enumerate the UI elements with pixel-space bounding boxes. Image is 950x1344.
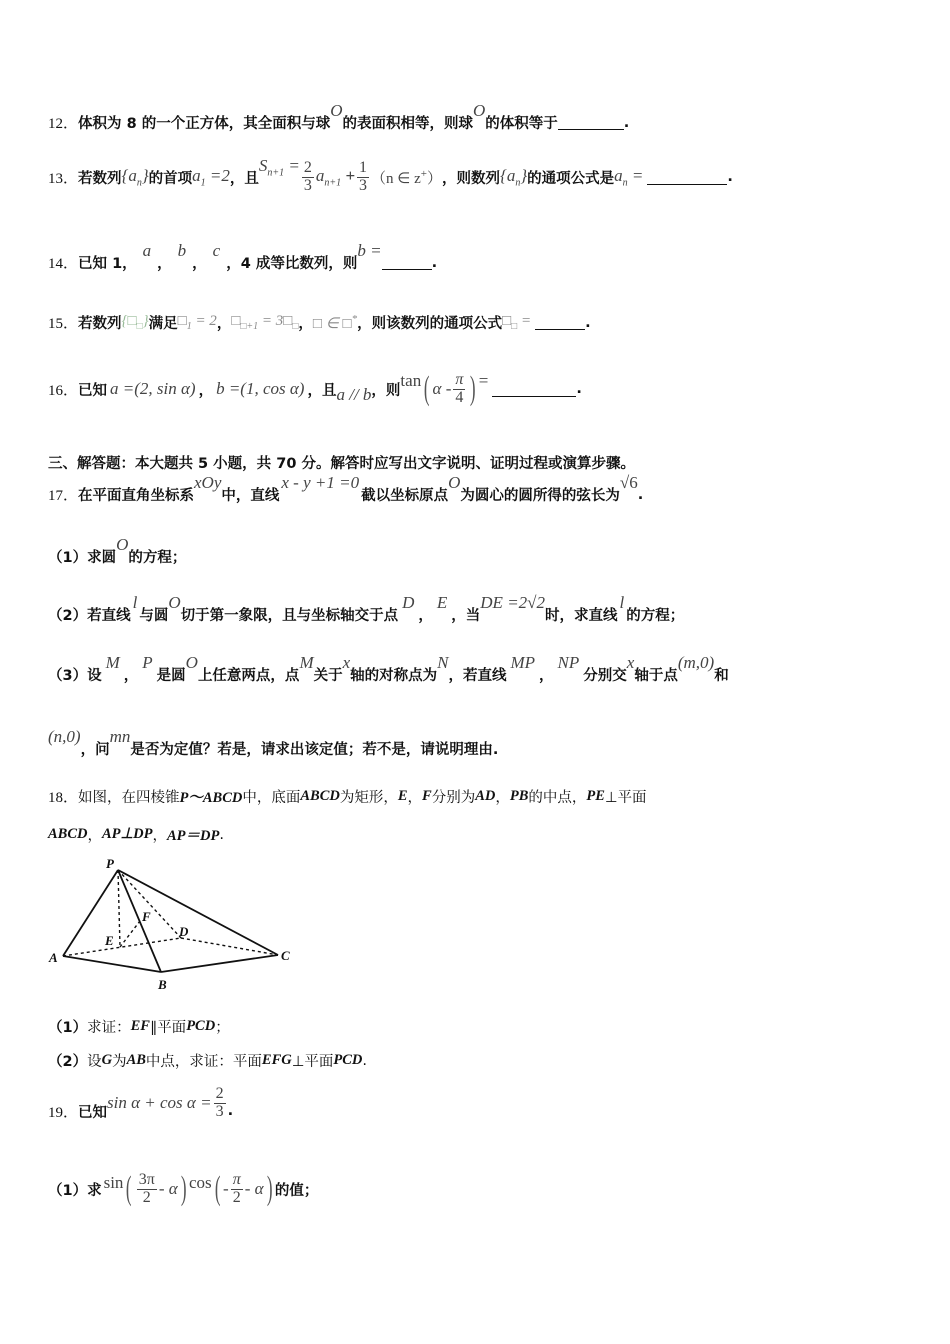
q15-end: . <box>585 314 591 331</box>
q12-text-2: 的表面积相等，则球 <box>342 116 473 132</box>
q18-p1-text-1: 求证： <box>87 1020 131 1036</box>
q14-c: c <box>212 240 221 260</box>
q17-text-3: 截以坐标原点 <box>361 488 449 504</box>
q18-part-2 <box>48 1050 367 1071</box>
q17-p2-d: D <box>402 592 415 612</box>
q17-p1-text-2: 的方程； <box>128 550 187 566</box>
q15-answer-blank[interactable] <box>535 315 585 330</box>
q17-p2-label: （2） <box>48 608 88 624</box>
q16-number: 16． <box>48 382 79 399</box>
q17-p3-sep: ， <box>123 668 139 684</box>
q13-an: $a_n$ = <box>614 166 644 189</box>
q15-comma-2: ， <box>298 316 313 332</box>
q19-paren-1-right: ) <box>180 1170 187 1207</box>
q19-sin: sin <box>103 1173 124 1192</box>
q17-text-2: 中，直线 <box>221 488 280 504</box>
q17-o: O <box>448 472 461 492</box>
q18-text-3: 为矩形， <box>339 790 398 806</box>
q18-p2-text-1: 设 <box>87 1054 102 1070</box>
q17-p2-text-3: 切于第一象限，且与坐标轴交于点 <box>180 608 399 624</box>
q17-p2-l-2: l <box>619 592 625 612</box>
q13-number: 13． <box>48 170 79 187</box>
q17-text-4: 为圆心的圆所得的弦长为 <box>460 488 620 504</box>
label-d: D <box>179 924 189 939</box>
q18-p2-text-2: 为 <box>112 1054 127 1070</box>
q18-abcd: ABCD <box>300 788 340 804</box>
q17-part-1 <box>48 534 187 567</box>
q17-p1-o: O <box>116 534 129 554</box>
q12-sphere-o-2: O <box>472 100 486 120</box>
q16-alpha-minus: α - <box>432 379 452 398</box>
q13-end: . <box>727 169 733 186</box>
q19-number: 19． <box>48 1104 79 1121</box>
question-12 <box>48 100 630 133</box>
q17-p3-m-2: M <box>299 652 314 672</box>
q18-pyramid: P～ABCD <box>179 790 243 806</box>
edge-ab <box>63 956 161 972</box>
q12-number: 12． <box>48 116 79 132</box>
q16-end: . <box>576 381 582 397</box>
question-18 <box>48 786 647 807</box>
q16-paren-left: ( <box>424 370 430 407</box>
edge-pd <box>118 870 181 938</box>
q13-frac-1-3: $\frac{1}{3}$ <box>359 159 368 194</box>
q17-p1-text-1: 求圆 <box>87 550 117 566</box>
q17-end: . <box>637 486 644 503</box>
q17-xoy: xOy <box>194 472 222 492</box>
q19-neg: - <box>223 1179 229 1198</box>
q15-text-1: 若数列 <box>78 316 122 332</box>
q19-frac-2-3: $\frac{2}{3}$ <box>215 1085 224 1120</box>
q17-p2-de: DE =2√2 <box>480 592 545 612</box>
q17-p2-l: l <box>132 592 138 612</box>
q18-text-5: 的中点， <box>528 790 587 806</box>
q13-a-term: $a_{n+1}$ + <box>315 166 356 189</box>
q19-paren-1-left: ( <box>126 1170 132 1207</box>
q17-p3-text-9: 和 <box>714 668 729 684</box>
q16-frac-pi-4: $\frac{\pi}{4}$ <box>455 370 464 406</box>
q17-p2-e: E <box>436 592 448 612</box>
label-a: A <box>49 950 58 965</box>
question-14 <box>48 240 438 273</box>
section-heading: 三、解答题：本大题共 5 小题，共 70 分。解答时应写出文字说明、证明过程或演算步骤。 <box>48 456 635 472</box>
q17-number: 17． <box>48 488 79 504</box>
q15-number: 15． <box>48 316 79 332</box>
q18-ap-eq-dp: AP＝DP <box>167 828 220 844</box>
q19-end: . <box>227 1103 234 1120</box>
q17-sqrt6: √6 <box>619 472 638 492</box>
q19-part-1 <box>48 1170 318 1208</box>
q16-text-1: 已知 <box>78 382 108 399</box>
question-15 <box>48 312 591 333</box>
q18-comma-2: ， <box>495 790 510 806</box>
q18-p1-ef: EF <box>130 1018 150 1034</box>
q14-sep-1: ， <box>157 256 172 272</box>
q18-text-1: 如图，在四棱锥 <box>78 790 180 806</box>
q19-minus-alpha: - α <box>158 1179 178 1198</box>
q19-frac-3pi-2: $\frac{3\pi}{2}$ <box>138 1170 155 1206</box>
q13-answer-blank[interactable] <box>647 170 727 185</box>
q19-paren-2-right: ) <box>266 1170 273 1207</box>
q16-text-3: ，则 <box>371 382 401 399</box>
q12-text-1: 体积为 8 的一个正方体，其全面积与球 <box>78 116 331 132</box>
q18-part-1 <box>48 1016 230 1037</box>
q18-comma: ， <box>407 790 423 806</box>
q17-p3-sep-2: ， <box>539 668 554 684</box>
q15-cond-2: $□_{□+1}$ = $3□_□$ <box>231 313 299 332</box>
q18-p2-label: （2） <box>48 1054 88 1070</box>
q18-ad: AD <box>475 788 496 804</box>
q17-p2-text-2: 与圆 <box>139 608 169 624</box>
q13-s-term: $S_{n+1}$ = <box>258 156 300 179</box>
q18-l2-comma-2: ， <box>152 828 167 844</box>
q13-condition: （n ∈ z+） <box>371 167 443 187</box>
q14-sep-2: ， <box>192 256 207 272</box>
q17-p2-sep: ， <box>418 608 433 624</box>
q17-p2-o: O <box>168 592 181 612</box>
q19-frac-pi-2: $\frac{\pi}{2}$ <box>232 1170 241 1206</box>
q17-p3-text-7: 分别交 <box>583 668 627 684</box>
q15-seq: $\{□_□\}$ <box>121 313 149 332</box>
q17-p3-x-2: x <box>626 652 635 672</box>
label-p: P <box>106 856 114 871</box>
q17-p3-text-8: 轴于点 <box>634 668 678 684</box>
q19-expr: sin α + cos α = <box>107 1093 212 1113</box>
q17-p3-x: x <box>342 652 351 672</box>
question-13 <box>48 156 733 195</box>
q18-p2-text-3: 中点，求证：平面 <box>145 1054 262 1070</box>
label-c: C <box>281 948 290 963</box>
q17-part-2 <box>48 592 685 625</box>
q18-pb: PB <box>509 788 529 804</box>
q17-p3-o: O <box>185 652 198 672</box>
q13-first-term: $a_1 =2$ <box>192 166 230 189</box>
q17-text-1: 在平面直角坐标系 <box>78 488 195 504</box>
q18-p2-efg: EFG <box>261 1052 292 1068</box>
edge-ad <box>63 938 181 956</box>
q16-answer-blank[interactable] <box>492 382 576 397</box>
q17-p3-text-2: 是圆 <box>156 668 186 684</box>
q18-l2-dot: . <box>219 826 224 843</box>
q17-p3-text-4: 关于 <box>313 668 343 684</box>
edge-pe <box>118 870 120 947</box>
q17-part-3-cont <box>48 726 499 759</box>
q12-text-3: 的体积等于 <box>485 116 558 132</box>
q19-p1-label: （1） <box>48 1182 88 1199</box>
q19-minus-alpha-2: - α <box>244 1179 264 1198</box>
q18-p1-text-3: ； <box>215 1020 230 1036</box>
q16-vector-b: b =(1, cos α) <box>216 379 305 398</box>
q17-p3-text-6: ，若直线 <box>448 668 507 684</box>
q14-number: 14． <box>48 256 79 272</box>
q16-comma: ， <box>198 382 214 399</box>
q17-p3-text-3: 上任意两点，点 <box>197 668 300 684</box>
q15-cond-3: □ ∈ □* <box>312 312 358 332</box>
q17-p2-text-5: 时，求直线 <box>545 608 618 624</box>
q17-p3-label: （3） <box>48 668 88 684</box>
q18-p2-text-4: ⊥平面 <box>291 1054 334 1070</box>
q14-text-2: ，4 成等比数列，则 <box>226 256 358 272</box>
q13-text-1: 若数列 <box>78 170 122 187</box>
q18-p2-pcd: PCD <box>333 1052 363 1068</box>
q18-ap-perp-dp: AP⊥DP <box>102 826 153 842</box>
q19-paren-2-left: ( <box>214 1170 221 1207</box>
q13-text-3: ，且 <box>229 170 259 187</box>
q15-cond-1: $□_1 = 2$ <box>177 313 217 332</box>
q18-pyramid-figure <box>44 852 304 996</box>
q17-p1-label: （1） <box>48 550 88 566</box>
label-f: F <box>142 909 151 924</box>
q12-end: . <box>623 114 630 131</box>
q16-tan: tan <box>400 371 422 390</box>
q15-an: $□_□$ = <box>502 313 532 332</box>
q17-p2-text-6: 的方程； <box>626 608 685 624</box>
q17-line-eq: x - y +1 =0 <box>281 472 360 492</box>
q19-p1-text-1: 求 <box>87 1182 102 1199</box>
q14-a: a <box>142 240 152 260</box>
q17-part-3 <box>48 652 729 685</box>
q13-text-5: 的通项公式是 <box>527 170 615 187</box>
q16-vector-a: a =(2, sin α) <box>110 379 196 398</box>
label-e: E <box>105 933 114 948</box>
q15-text-2: 满足 <box>148 316 178 332</box>
q12-sphere-o: O <box>330 100 343 120</box>
q15-text-3: ，则该数列的通项公式 <box>357 316 503 332</box>
q17-p3-mn: mn <box>109 726 131 746</box>
q17-p3-m0: (m,0) <box>677 652 715 672</box>
q18-text-2: 中，底面 <box>242 790 301 806</box>
q16-text-2: ，且 <box>307 382 337 399</box>
q14-end: . <box>431 254 438 271</box>
q18-p2-ab: AB <box>126 1052 146 1068</box>
q17-p2-text-1: 若直线 <box>87 608 131 624</box>
q18-text-4: 分别为 <box>431 790 476 806</box>
q18-f: F <box>422 788 432 804</box>
q18-text-6: ⊥平面 <box>604 790 647 806</box>
q13-text-4: ，则数列 <box>442 170 501 187</box>
edge-bc <box>161 955 278 972</box>
q18-l2-comma: ， <box>87 828 102 844</box>
q17-p3-m: M <box>105 652 120 672</box>
q17-p3-np: NP <box>557 652 580 672</box>
q16-eq: = <box>478 371 489 390</box>
q14-answer-blank[interactable] <box>382 255 432 270</box>
q16-paren-right: ) <box>470 370 476 407</box>
q17-p3-mp: MP <box>510 652 536 672</box>
q13-seq: $\{a_n\}$ <box>121 166 149 189</box>
edge-ef <box>120 921 140 947</box>
q17-p3-text-11: 是否为定值？若是，请求出该定值；若不是，请说明理由. <box>130 742 499 758</box>
question-19 <box>48 1086 233 1121</box>
q17-p3-text-1: 设 <box>87 668 102 684</box>
question-17 <box>48 472 644 505</box>
q17-p3-p: P <box>142 652 153 672</box>
q18-l2-abcd: ABCD <box>48 826 88 842</box>
q17-p3-n0: (n,0) <box>48 726 81 746</box>
q18-p1-pcd: PCD <box>186 1018 216 1034</box>
q19-text-1: 已知 <box>78 1104 108 1121</box>
q14-text-1: 已知 1， <box>78 256 137 272</box>
q14-b: b <box>177 240 187 260</box>
q17-p3-n: N <box>437 652 449 672</box>
q18-line-2 <box>48 824 224 845</box>
q17-p2-text-4: ，当 <box>451 608 481 624</box>
q17-p3-text-5: 轴的对称点为 <box>350 668 438 684</box>
label-b: B <box>158 977 167 992</box>
q18-number: 18． <box>48 790 79 806</box>
q18-pe: PE <box>586 788 605 804</box>
q12-answer-blank[interactable] <box>558 115 624 130</box>
q13-text-2: 的首项 <box>148 170 193 187</box>
q14-b-eq: b = <box>357 240 382 260</box>
q13-frac-2-3: $\frac{2}{3}$ <box>303 159 312 194</box>
q16-parallel: a // b <box>336 385 372 404</box>
q13-seq-2: $\{a_n\}$ <box>500 166 528 189</box>
q15-comma-1: ， <box>216 316 232 332</box>
q19-cos: cos <box>189 1173 212 1192</box>
question-16 <box>48 370 582 408</box>
q18-p2-end: . <box>362 1052 367 1069</box>
q18-p1-label: （1） <box>48 1020 88 1036</box>
q18-p2-g: G <box>101 1052 113 1068</box>
q17-p3-text-10: ，问 <box>80 742 110 758</box>
q18-e: E <box>397 788 408 804</box>
q18-p1-text-2: ∥平面 <box>149 1020 187 1036</box>
q19-p1-text-2: 的值； <box>274 1182 319 1199</box>
